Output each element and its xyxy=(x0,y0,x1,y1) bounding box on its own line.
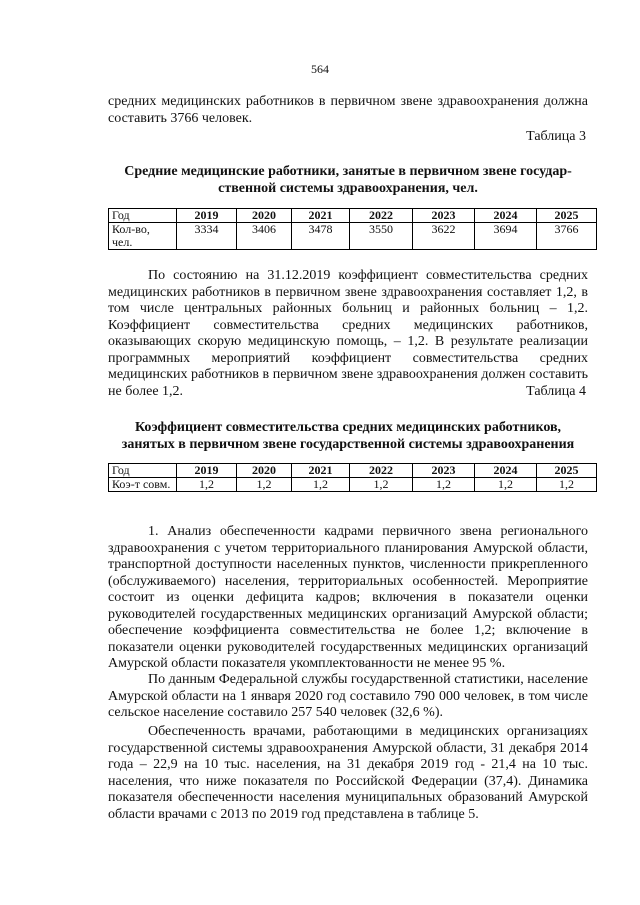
table3-header-row xyxy=(109,209,597,223)
paragraph-3: 1. Анализ обеспеченности кадрами первичного звена регионального здравоохранения с учетом территориального планирования Амурской области, транспортной доступности населенных пунктов, численности прикрепленного (обслуживаемого) населения, территориальных особенностей. Мероприятие состоит из оценки дефицита кадров; включения в показатели оценки руководителей государственных медицинских организаций Амурской области; обеспечение коэффициента совместительства не более 1,2; включение в показатели оценки руководителей государственных медицинских организаций Амурской области показателя укомплектованности не менее 95 %. xyxy=(108,524,588,671)
paragraph-2: По состоянию на 31.12.2019 коэффициент совместительства средних медицинских работников в первичном звене здравоохранения составляет 1,2, в том числе центральных районных больниц и районных больниц – 1,2. Коэффициент совместительства средних медицинских работников, оказывающих скорую медицинскую помощь, – 1,2. В результате реализации программных мероприятий коэффициент совместительства средних медицинских работников в первичном звене здравоохранения должен составить не более 1,2. xyxy=(108,268,588,399)
table4-cell: 1,2 xyxy=(292,478,350,492)
table3-header-cell: 2021 xyxy=(292,209,350,223)
table3-header-cell: 2019 xyxy=(177,209,237,223)
page-number: 564 xyxy=(311,62,329,76)
table3-header-cell: 2025 xyxy=(537,209,597,223)
table3-cell: 3622 xyxy=(413,223,475,250)
table4-header-cell: 2020 xyxy=(237,464,292,478)
table4-cell: 1,2 xyxy=(237,478,292,492)
paragraph-4: По данным Федеральной службы государственной статистики, население Амурской области на 1 января 2020 год составило 790 000 человек, в том числе сельское население составило 257 540 человек (32,6 %). xyxy=(108,672,588,720)
table4-header-cell: 2021 xyxy=(292,464,350,478)
intro-paragraph: средних медицинских работников в первичном звене здравоохранения должна составить 3766 человек. xyxy=(108,94,588,126)
table4-title-line1: Коэффициент совместительства средних медицинских работников, xyxy=(134,420,562,435)
table4-cell: 1,2 xyxy=(177,478,237,492)
table4-header-cell: 2023 xyxy=(413,464,475,478)
table3-title-line2: ственной системы здравоохранения, чел. xyxy=(218,181,478,196)
table4-cell: 1,2 xyxy=(537,478,597,492)
table4-cell: 1,2 xyxy=(350,478,413,492)
table3-header-cell: 2023 xyxy=(413,209,475,223)
table3-header-cell: 2022 xyxy=(350,209,413,223)
table4-cell: 1,2 xyxy=(475,478,537,492)
table4-title xyxy=(108,419,588,453)
table3-caption: Таблица 3 xyxy=(526,129,586,144)
table3-cell: 3550 xyxy=(350,223,413,250)
table4-row-label: Коэ-т совм. xyxy=(109,478,177,492)
table3-title xyxy=(108,163,588,197)
table3-header-cell: 2024 xyxy=(475,209,537,223)
table4-header-cell: 2019 xyxy=(177,464,237,478)
table4-title-line2: занятых в первичном звене государственной системы здравоохранения xyxy=(121,437,575,452)
table3 xyxy=(108,208,597,250)
paragraph-5: Обеспеченность врачами, работающими в медицинских организациях государственной системы здравоохранения Амурской области, 31 декабря 2014 года – 22,9 на 10 тыс. населения, на 31 декабря 2019 год - 21,4 на 10 тыс. населения, что ниже показателя по Российской Федерации (37,4). Динамика показателя обеспеченности населения муниципальных образований Амурской области врачами с 2013 по 2019 год представлена в таблице 5. xyxy=(108,724,588,822)
table3-cell: 3766 xyxy=(537,223,597,250)
table4-header-row xyxy=(109,464,597,478)
table4-header-cell: 2025 xyxy=(537,464,597,478)
table3-header-cell: 2020 xyxy=(237,209,292,223)
table4-data-row xyxy=(109,478,597,492)
table4-header-cell: 2024 xyxy=(475,464,537,478)
table3-row-label: Кол-во, чел. xyxy=(109,223,177,250)
table3-cell: 3694 xyxy=(475,223,537,250)
table4-header-cell: Год xyxy=(109,464,177,478)
table3-header-cell: Год xyxy=(109,209,177,223)
table3-title-line1: Средние медицинские работники, занятые в первичном звене государ- xyxy=(124,164,572,179)
table4-cell: 1,2 xyxy=(413,478,475,492)
table4-header-cell: 2022 xyxy=(350,464,413,478)
table4-caption: Таблица 4 xyxy=(526,384,586,399)
table3-cell: 3406 xyxy=(237,223,292,250)
table4 xyxy=(108,463,597,492)
table3-data-row xyxy=(109,223,597,250)
table3-cell: 3334 xyxy=(177,223,237,250)
table3-cell: 3478 xyxy=(292,223,350,250)
